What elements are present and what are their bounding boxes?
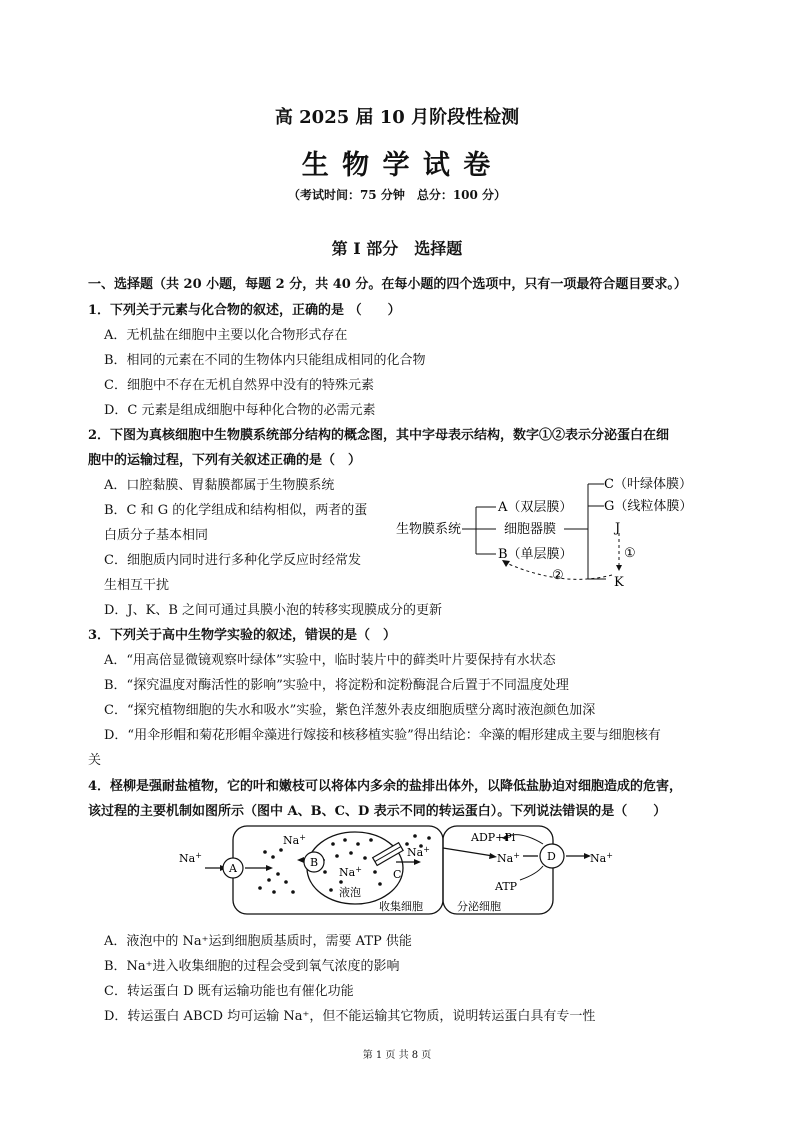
vacuole-label: 液泡 — [339, 886, 361, 899]
na-c-label: Na+ — [407, 845, 430, 859]
membrane-system-diagram — [392, 470, 702, 590]
question-1-option-b: B．相同的元素在不同的生物体内只能组成相同的化合物 — [104, 353, 426, 368]
question-3-option-d: D．“用伞形帽和菊花形帽伞藻进行嫁接和核移植实验”得出结论：伞藻的帽形建成主要与细胞核有 — [104, 728, 661, 743]
na-vacuole-label: Na+ — [339, 865, 362, 879]
protein-d-label: D — [547, 850, 556, 863]
question-3-option-c: C．“探究植物细胞的失水和吸水”实验，紫色洋葱外表皮细胞质壁分离时液泡颜色加深 — [104, 703, 596, 718]
atp-label: ATP — [495, 880, 518, 893]
question-2-option-a: A．口腔黏膜、胃黏膜都属于生物膜系统 — [104, 478, 335, 493]
question-1-stem: 1．下列关于元素与化合物的叙述，正确的是 （ ） — [88, 303, 401, 318]
diagram-step1-label: ① — [624, 546, 636, 561]
diagram-j-label: J — [615, 521, 621, 536]
secrete-cell-label: 分泌细胞 — [457, 900, 501, 913]
question-1-option-d: D．C 元素是组成细胞中每种化合物的必需元素 — [104, 403, 376, 418]
diagram-organelle-label: 细胞器膜 — [504, 522, 557, 537]
exam-info: （考试时间：75 分钟 总分：100 分） — [287, 188, 507, 202]
na-d-label: Na+ — [497, 851, 520, 865]
diagram-k-label: K — [614, 575, 624, 590]
question-4-option-c: C．转运蛋白 D 既有运输功能也有催化功能 — [104, 984, 354, 999]
protein-c-label: C — [393, 868, 402, 881]
protein-a-label: A — [229, 862, 237, 875]
protein-b-label: B — [310, 856, 319, 869]
question-1-option-a: A．无机盐在细胞中主要以化合物形式存在 — [104, 328, 348, 343]
question-4-stem-line1: 4．柽柳是强耐盐植物，它的叶和嫩枝可以将体内多余的盐排出体外，以降低盐胁迫对细胞造成的危害， — [88, 779, 683, 794]
question-2-option-d: D．J、K、B 之间可通过具膜小泡的转移实现膜成分的更新 — [104, 603, 443, 618]
question-3-option-d-cont: 关 — [88, 753, 102, 768]
question-4-option-b: B．Na⁺进入收集细胞的过程会受到氧气浓度的影响 — [104, 959, 400, 974]
question-4-option-d: D．转运蛋白 ABCD 均可运输 Na⁺，但不能运输其它物质，说明转运蛋白具有专一性 — [104, 1009, 596, 1024]
question-3-option-a: A．“用高倍显微镜观察叶绿体”实验中，临时装片中的藓类叶片要保持有水状态 — [104, 653, 556, 668]
question-1-option-c: C．细胞中不存在无机自然界中没有的特殊元素 — [104, 378, 374, 393]
na-left-label: Na+ — [179, 851, 202, 865]
question-2-option-b: B．C 和 G 的化学组成和结构相似，两者的蛋 — [104, 503, 368, 518]
question-4-option-a: A．液泡中的 Na⁺运到细胞质基质时，需要 ATP 供能 — [104, 934, 412, 949]
diagram-step2-label: ② — [552, 568, 564, 583]
collect-cell-label: 收集细胞 — [379, 900, 423, 913]
diagram-g-label: G（线粒体膜） — [604, 499, 693, 514]
diagram-root-label: 生物膜系统 — [396, 522, 462, 537]
question-2-stem-line1: 2．下图为真核细胞中生物膜系统部分结构的概念图，其中字母表示结构，数字①②表示分泌蛋白在细 — [88, 428, 670, 443]
question-2-stem-line2: 胞中的运输过程，下列有关叙述正确的是（ ） — [88, 453, 362, 468]
na-right-label: Na+ — [590, 851, 613, 865]
section-instruction: 一、选择题（共 20 小题，每题 2 分，共 40 分。在每小题的四个选项中，只有一项最符合题目要求。） — [88, 277, 687, 292]
question-4-stem-line2: 该过程的主要机制如图所示（图中 A、B、C、D 表示不同的转运蛋白）。下列说法错误的是（ ） — [88, 804, 667, 819]
adp-label: ADP+Pi — [471, 831, 516, 844]
diagram-c-label: C（叶绿体膜） — [604, 477, 692, 492]
question-3-stem: 3．下列关于高中生物学实验的叙述，错误的是（ ） — [88, 628, 397, 643]
question-2-option-b-cont: 白质分子基本相同 — [104, 528, 209, 543]
salt-secretion-diagram — [175, 822, 625, 922]
diagram-b-label: B（单层膜） — [498, 547, 573, 562]
part-title: 第 I 部分 选择题 — [331, 239, 463, 258]
na-b-label: Na+ — [283, 833, 306, 847]
exam-title: 高 2025 届 10 月阶段性检测 — [274, 107, 520, 128]
question-3-option-b: B．“探究温度对酶活性的影响”实验中，将淀粉和淀粉酶混合后置于不同温度处理 — [104, 678, 569, 693]
diagram-a-label: A（双层膜） — [498, 500, 573, 515]
subject-title: 生 物 学 试 卷 — [301, 150, 493, 181]
page-footer: 第 1 页 共 8 页 — [362, 1050, 432, 1061]
question-2-option-c-cont: 生相互干扰 — [104, 578, 170, 593]
question-2-option-c: C．细胞质内同时进行多种化学反应时经常发 — [104, 553, 361, 568]
